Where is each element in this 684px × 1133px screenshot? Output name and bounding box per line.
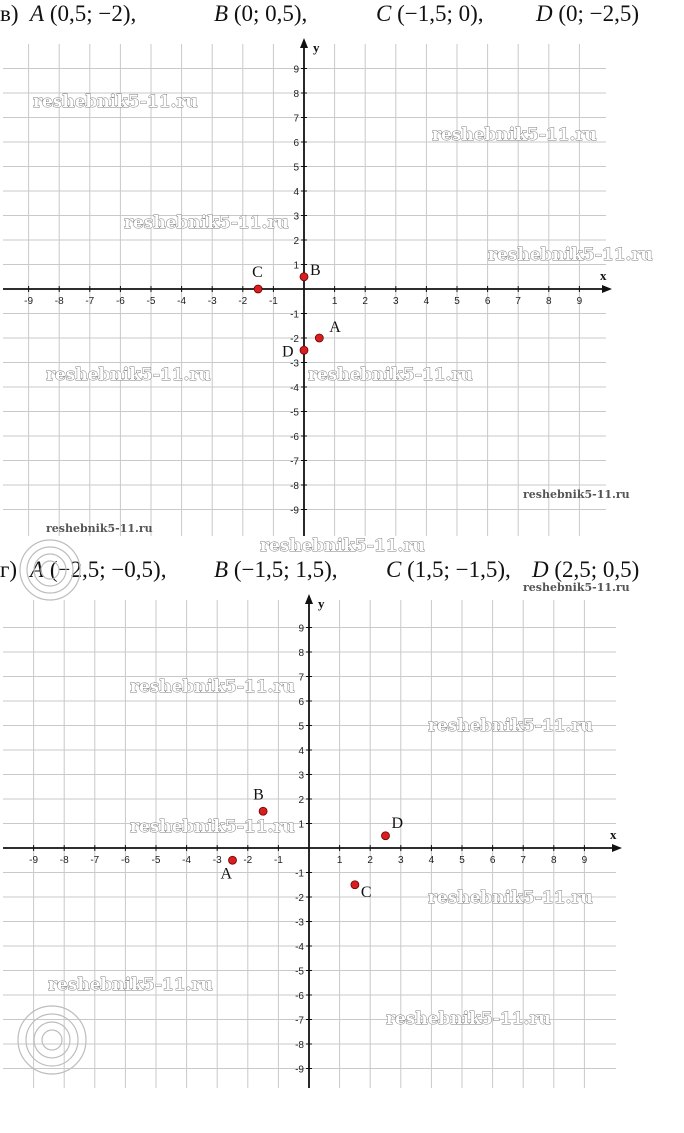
point-coords: (−1,5; 1,5), bbox=[233, 557, 338, 582]
y-tick-label: -8 bbox=[295, 1040, 304, 1051]
y-tick-label: -2 bbox=[290, 334, 299, 345]
y-tick-label: 2 bbox=[293, 236, 299, 247]
y-tick-label: -3 bbox=[290, 358, 299, 370]
y-tick-label: -1 bbox=[290, 309, 299, 321]
x-tick-label: -1 bbox=[268, 296, 278, 307]
x-tick-label: 4 bbox=[428, 855, 435, 866]
y-tick-label: 5 bbox=[293, 162, 299, 174]
watermark: reshebnik5-11.ru bbox=[46, 522, 153, 535]
point-coords: (−2,5; −0,5), bbox=[49, 557, 167, 582]
point-letter: B bbox=[214, 557, 229, 582]
point-d-marker bbox=[382, 832, 390, 840]
y-tick-label: -7 bbox=[295, 1015, 304, 1027]
y-tick-label: 1 bbox=[298, 819, 304, 831]
watermark: reshebnik5-11.ru bbox=[488, 245, 653, 265]
y-tick-label: -9 bbox=[290, 505, 299, 517]
x-tick-label: -3 bbox=[207, 296, 217, 307]
x-tick-label: 6 bbox=[489, 855, 496, 866]
y-axis-label: y bbox=[313, 40, 320, 55]
x-axis-label: x bbox=[610, 827, 617, 842]
y-tick-label: -9 bbox=[295, 1064, 304, 1076]
y-tick-label: 1 bbox=[293, 260, 299, 272]
x-tick-label: -6 bbox=[115, 296, 125, 307]
y-tick-label: -4 bbox=[290, 383, 299, 394]
x-tick-label: 9 bbox=[581, 855, 588, 866]
y-tick-label: 9 bbox=[298, 623, 304, 635]
point-letter: B bbox=[214, 1, 229, 26]
x-tick-label: 4 bbox=[423, 296, 430, 307]
point-b-label: B bbox=[310, 261, 321, 279]
watermark: reshebnik5-11.ru bbox=[46, 365, 211, 385]
watermark: reshebnik5-11.ru bbox=[523, 581, 630, 594]
y-tick-label: 4 bbox=[298, 746, 304, 757]
x-tick-label: -9 bbox=[24, 296, 34, 307]
y-tick-label: -1 bbox=[295, 868, 304, 880]
watermark: reshebnik5-11.ru bbox=[428, 716, 593, 736]
point-d-marker bbox=[300, 346, 308, 354]
watermark: reshebnik5-11.ru bbox=[260, 536, 425, 556]
y-tick-label: -6 bbox=[295, 991, 304, 1002]
point-coords: (2,5; 0,5) bbox=[554, 557, 640, 582]
copyright-seal-icon bbox=[20, 540, 80, 600]
x-tick-label: 6 bbox=[484, 296, 491, 307]
x-tick-label: -4 bbox=[177, 296, 187, 307]
x-tick-label: 1 bbox=[331, 296, 338, 307]
point-letter: A bbox=[30, 557, 45, 582]
x-tick-label: -4 bbox=[182, 855, 192, 866]
watermark: reshebnik5-11.ru bbox=[33, 92, 198, 112]
x-tick-label: -2 bbox=[238, 296, 248, 307]
watermark: reshebnik5-11.ru bbox=[130, 677, 295, 697]
point-letter: C bbox=[386, 557, 402, 582]
y-tick-label: 9 bbox=[293, 64, 299, 76]
watermark: reshebnik5-11.ru bbox=[130, 817, 295, 837]
y-tick-label: -7 bbox=[290, 456, 299, 468]
watermark: reshebnik5-11.ru bbox=[124, 213, 289, 233]
point-b-marker bbox=[300, 273, 308, 281]
x-tick-label: -8 bbox=[54, 296, 64, 307]
point-a-label: A bbox=[329, 319, 341, 336]
x-tick-label: -2 bbox=[243, 855, 253, 866]
x-tick-label: -7 bbox=[85, 296, 95, 307]
x-axis-label: x bbox=[600, 268, 607, 283]
point-coords: (1,5; −1,5), bbox=[407, 557, 511, 582]
x-tick-label: -5 bbox=[146, 296, 156, 307]
watermark: reshebnik5-11.ru bbox=[386, 1009, 551, 1029]
y-tick-label: 8 bbox=[293, 89, 299, 100]
point-letter: C bbox=[376, 1, 392, 26]
point-d-label: D bbox=[282, 343, 294, 361]
x-axis-arrow-icon bbox=[602, 285, 612, 293]
point-coords: (0; 0,5), bbox=[233, 1, 308, 26]
y-tick-label: 7 bbox=[298, 672, 304, 684]
point-letter: D bbox=[536, 1, 553, 26]
copyright-seal-icon bbox=[18, 1006, 86, 1074]
y-tick-label: 6 bbox=[293, 138, 299, 149]
problem-label: в) bbox=[0, 1, 19, 26]
y-tick-label: -5 bbox=[290, 407, 299, 419]
watermark: reshebnik5-11.ru bbox=[308, 365, 473, 385]
point-coords: (0,5; −2), bbox=[49, 1, 137, 26]
y-axis-label: y bbox=[318, 596, 325, 611]
x-tick-label: -5 bbox=[151, 855, 161, 866]
y-tick-label: -3 bbox=[295, 917, 304, 929]
x-tick-label: 9 bbox=[576, 296, 583, 307]
point-coords: (−1,5; 0), bbox=[397, 1, 484, 26]
x-tick-label: -6 bbox=[120, 855, 130, 866]
x-tick-label: 8 bbox=[551, 855, 557, 866]
point-a-label: A bbox=[220, 865, 233, 883]
y-tick-label: 2 bbox=[298, 795, 304, 806]
x-tick-label: 5 bbox=[454, 296, 460, 307]
y-tick-label: 3 bbox=[293, 211, 299, 223]
watermark: reshebnik5-11.ru bbox=[48, 975, 213, 995]
y-tick-label: -8 bbox=[290, 481, 299, 492]
coordinate-plane-v bbox=[3, 38, 612, 536]
y-tick-label: 3 bbox=[298, 770, 304, 782]
y-tick-label: -6 bbox=[290, 432, 299, 443]
y-tick-label: 8 bbox=[298, 648, 304, 659]
point-c-marker bbox=[351, 881, 359, 889]
y-tick-label: 5 bbox=[298, 721, 304, 733]
watermark: reshebnik5-11.ru bbox=[432, 125, 597, 145]
y-tick-label: 7 bbox=[293, 113, 299, 125]
x-tick-label: -3 bbox=[212, 855, 222, 866]
x-tick-label: -1 bbox=[273, 855, 283, 866]
point-a-marker bbox=[229, 856, 237, 864]
x-tick-label: -7 bbox=[90, 855, 100, 866]
point-a-marker bbox=[315, 334, 323, 342]
point-d-label: D bbox=[391, 814, 404, 832]
x-tick-label: -8 bbox=[59, 855, 69, 866]
x-tick-label: -9 bbox=[29, 855, 39, 866]
x-tick-label: 8 bbox=[546, 296, 552, 307]
problem-label: г) bbox=[0, 557, 18, 582]
x-tick-label: 3 bbox=[398, 855, 404, 866]
point-coords: (0; −2,5) bbox=[558, 1, 640, 26]
x-tick-label: 3 bbox=[393, 296, 399, 307]
x-tick-label: 2 bbox=[367, 855, 373, 866]
x-tick-label: 7 bbox=[520, 855, 526, 866]
point-letter: A bbox=[30, 1, 45, 26]
y-tick-label: -2 bbox=[295, 893, 304, 904]
y-tick-label: -4 bbox=[295, 942, 304, 953]
point-c-label: C bbox=[252, 264, 263, 281]
point-b-marker bbox=[259, 807, 267, 815]
y-axis-arrow-icon bbox=[300, 38, 308, 48]
x-tick-label: 7 bbox=[515, 296, 521, 307]
y-tick-label: -5 bbox=[295, 966, 304, 978]
x-axis-arrow-icon bbox=[612, 844, 622, 852]
point-c-marker bbox=[254, 285, 262, 293]
point-c-label: C bbox=[360, 883, 372, 901]
point-letter: D bbox=[532, 557, 549, 582]
y-axis-arrow-icon bbox=[305, 594, 313, 604]
watermark: reshebnik5-11.ru bbox=[428, 888, 593, 908]
watermark: reshebnik5-11.ru bbox=[523, 488, 630, 501]
y-tick-label: 6 bbox=[298, 697, 304, 708]
x-tick-label: 1 bbox=[336, 855, 343, 866]
y-tick-label: 4 bbox=[293, 187, 299, 198]
point-b-label: B bbox=[253, 786, 264, 804]
x-tick-label: 2 bbox=[362, 296, 368, 307]
x-tick-label: 5 bbox=[459, 855, 465, 866]
